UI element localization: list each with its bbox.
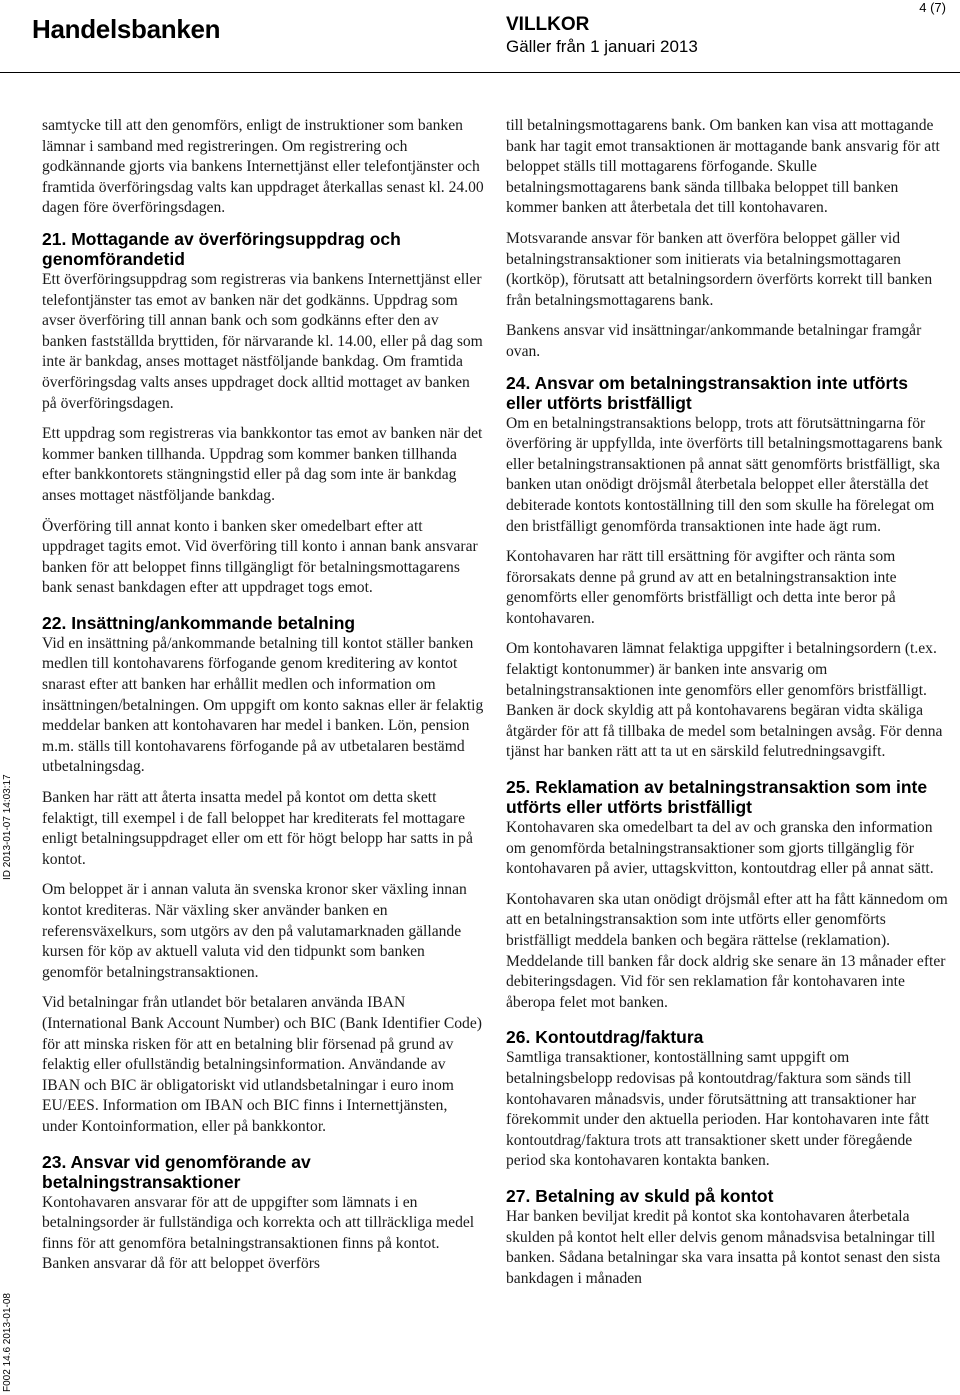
paragraph: Ett överföringsuppdrag som registreras via bankens Internettjänst eller telefontjänster tas emot av banken när det godkänns. Uppdrag som avser överföring till annan bank och som godkänns efter den av banken fastställda bryttiden, för närvarande kl. 14.00, eller på dag som inte är bankdag, anses mottaget nästföljande bankdag. Om framtida överföringsdag valts anses uppdraget dock alltid mottaget av banken på överföringsdagen.: [42, 270, 483, 412]
paragraph: Om beloppet är i annan valuta än svenska kronor sker växling innan kontot krediteras. När växling sker använder banken en referensväxelkurs, som utgörs av den på valutamarknaden gällande kursen för köp av aktuell valuta vid den tidpunkt som banken genomför betalningstransaktionen.: [42, 881, 467, 981]
section-heading: 25. Reklamation av betalningstransaktion som inte utförts eller utförts bristfälligt: [506, 777, 928, 818]
section-heading: 24. Ansvar om betalningstransaktion inte utförts eller utförts bristfälligt: [506, 372, 908, 413]
paragraph: Om en betalningstransaktions belopp, trots att förutsättningarna för överföring är uppfyllda, inte överförts till betalningsmottagarens bank eller betalningstransaktionen på annat sätt genomförts bristfälligt, ska banken utan onödigt dröjsmål återbetala beloppet eller återställa det debiterade kontots kontoställning till den som skulle ha förelegat om den bristfälligt genomförda transaktionen inte hade ägt rum.: [506, 414, 943, 535]
right-column: [506, 116, 948, 1303]
paragraph: Banken har rätt att återta insatta medel på kontot om detta skett felaktigt, till exempel i de fall beloppet har krediterats fel mottagare enligt betalningsuppdraget eller om ett för högt belopp har satts in på kontot.: [42, 789, 473, 868]
section-heading: 21. Mottagande av överföringsuppdrag och genomförandetid: [42, 228, 401, 269]
paragraph: Om kontohavaren lämnat felaktiga uppgifter i betalningsordern (t.ex. felaktigt kontonummer) är banken inte ansvarig om betalningstransaktionen inte genomförs eller genomförs bristfälligt. Banken är dock skyldig att på kontohavarens begäran vidta skäliga åtgärder för att få tillbaka de medel som betalningen avsåg. För denna tjänst har banken rätt att ta ut en särskild felutredningsavgift.: [506, 640, 943, 761]
paragraph: Kontohavaren ska omedelbart ta del av och granska den information om genomförda betalningstransaktioner som gjorts tillgänglig för kontohavaren på avier, uttagskvitton, kontoutdrag eller på annat sätt.: [506, 819, 934, 878]
page-number: 4 (7): [919, 0, 946, 15]
section-23: [42, 1152, 484, 1275]
section-heading: 22. Insättning/ankommande betalning: [42, 612, 356, 633]
document-validity-date: Gäller från 1 januari 2013: [506, 37, 698, 56]
section-27: [506, 1186, 948, 1289]
section-24: [506, 373, 948, 764]
paragraph: Ett uppdrag som registreras via bankkontor tas emot av banken när det kommer banken tillhanda. Uppdrag som kommer banken tillhanda efter bankkontorets stängningstid eller på dag som inte är bankdag anses mottaget nästföljande bankdag.: [42, 425, 483, 504]
paragraph: Vid betalningar från utlandet bör betalaren använda IBAN (International Bank Account Number) och BIC (Bank Identifier Code) för att minska risken för att en betalning blir försenad på grund av felaktig eller ofullständig betalningsinformation. Användande av IBAN och BIC är obligatoriskt vid utlandsbetalningar i euro inom EU/EES. Information om IBAN och BIC finns i Internettjänsten, under Kontoinformation, eller på bankkontor.: [42, 994, 482, 1135]
paragraph: Har banken beviljat kredit på kontot ska kontohavaren återbetala skulden på kontot helt eller delvis genom månadsvisa betalningar till banken. Sådana betalningar ska vara insatta på kontot senast den sista bankdagen i månaden: [506, 1207, 941, 1287]
paragraph: Motsvarande ansvar för banken att överföra beloppet gäller vid betalningstransaktioner som initierats via betalningsmottagaren (kortköp), förutsatt att betalningsordern överförts korrekt till banken från betalningsmottagarens bank.: [506, 229, 933, 309]
header-divider: [0, 72, 960, 73]
section-22: [42, 613, 484, 1138]
paragraph: Kontohavaren har rätt till ersättning för avgifter och ränta som förorsakats denne på grund av att en betalningstransaktion inte genomförts eller genomförts bristfälligt och detta inte beror på kontohavaren.: [506, 548, 897, 627]
document-id-margin: ID 2013-01-07 14:03:17: [2, 774, 13, 880]
left-column: [42, 116, 484, 1289]
section-heading: 23. Ansvar vid genomförande av betalningstransaktioner: [42, 1151, 311, 1192]
paragraph: Överföring till annat konto i banken sker omedelbart efter att uppdraget tagits emot. Vid överföring till konto i annan bank ansvarar banken för att beloppet finns tillgängligt för betalningsmottagarens bank senast bankdagen efter att uppdraget togs emot.: [42, 517, 478, 597]
form-id-margin: F002 14.6 2013-01-08: [2, 1293, 13, 1392]
paragraph: Bankens ansvar vid insättningar/ankommande betalningar framgår ovan.: [506, 322, 922, 360]
intro-paragraph: samtycke till att den genomförs, enligt de instruktioner som banken lämnar i samband med registreringen. Om registrering och godkännande gjorts via bankens Internettjänst eller telefontjänster och framtida överföringsdag valts kan uppdraget återkallas senast kl. 24.00 dagen före överföringsdagen.: [42, 117, 484, 217]
section-25: [506, 777, 948, 1013]
document-title: VILLKOR: [506, 14, 590, 35]
paragraph: till betalningsmottagarens bank. Om banken kan visa att mottagande bank har tagit emot transaktionen är mottagande bank ansvarig för att beloppet ställs till mottagarens förfogande. Skulle betalningsmottagarens bank sända tillbaka beloppet till banken kommer banken att återbetala det till kontohavaren.: [506, 117, 940, 217]
section-heading: 26. Kontoutdrag/faktura: [506, 1027, 704, 1048]
section-heading: 27. Betalning av skuld på kontot: [506, 1185, 774, 1206]
paragraph: Vid en insättning på/ankommande betalning till kontot ställer banken medlen till kontohavarens förfogande genom kreditering av kontot snarast efter att banken har erhållit medlen och information om insättningen/betalningen. Om uppgift om konto saknas eller är felaktig meddelar banken att kontohavaren har medel i banken. Lön, pension m.m. ställs till kontohavarens förfogande på av utbetalaren bestämd utbetalningsdag.: [42, 634, 484, 776]
paragraph: Samtliga transaktioner, kontoställning samt uppgift om betalningsbelopp redovisas på kontoutdrag/faktura som sänds till kontohavaren månadsvis, under förutsättning att transaktioner har förekommit under den aktuella perioden. Har kontohavaren inte fått kontoutdrag/faktura trots att transaktioner skett under föregående period ska kontohavaren kontakta banken.: [506, 1049, 930, 1170]
paragraph: Kontohavaren ansvarar för att de uppgifter som lämnats i en betalningsorder är fullständiga och korrekta och att tillräckliga medel finns för att genomföra betalningstransaktionen finns på kontot. Banken ansvarar då för att beloppet överförs: [42, 1193, 475, 1273]
section-26: [506, 1027, 948, 1172]
bank-logo: Handelsbanken: [32, 14, 221, 44]
paragraph: Kontohavaren ska utan onödigt dröjsmål efter att ha fått kännedom om att en betalningstransaktion som inte utförts eller genomförts bristfälligt meddela banken och begära rättelse (reklamation). Meddelande till banken får dock aldrig ske senare än 13 månader efter debiteringsdagen. Vid för sen reklamation får kontohavaren inte åberopa felet mot banken.: [506, 890, 948, 1011]
section-21: [42, 229, 484, 599]
